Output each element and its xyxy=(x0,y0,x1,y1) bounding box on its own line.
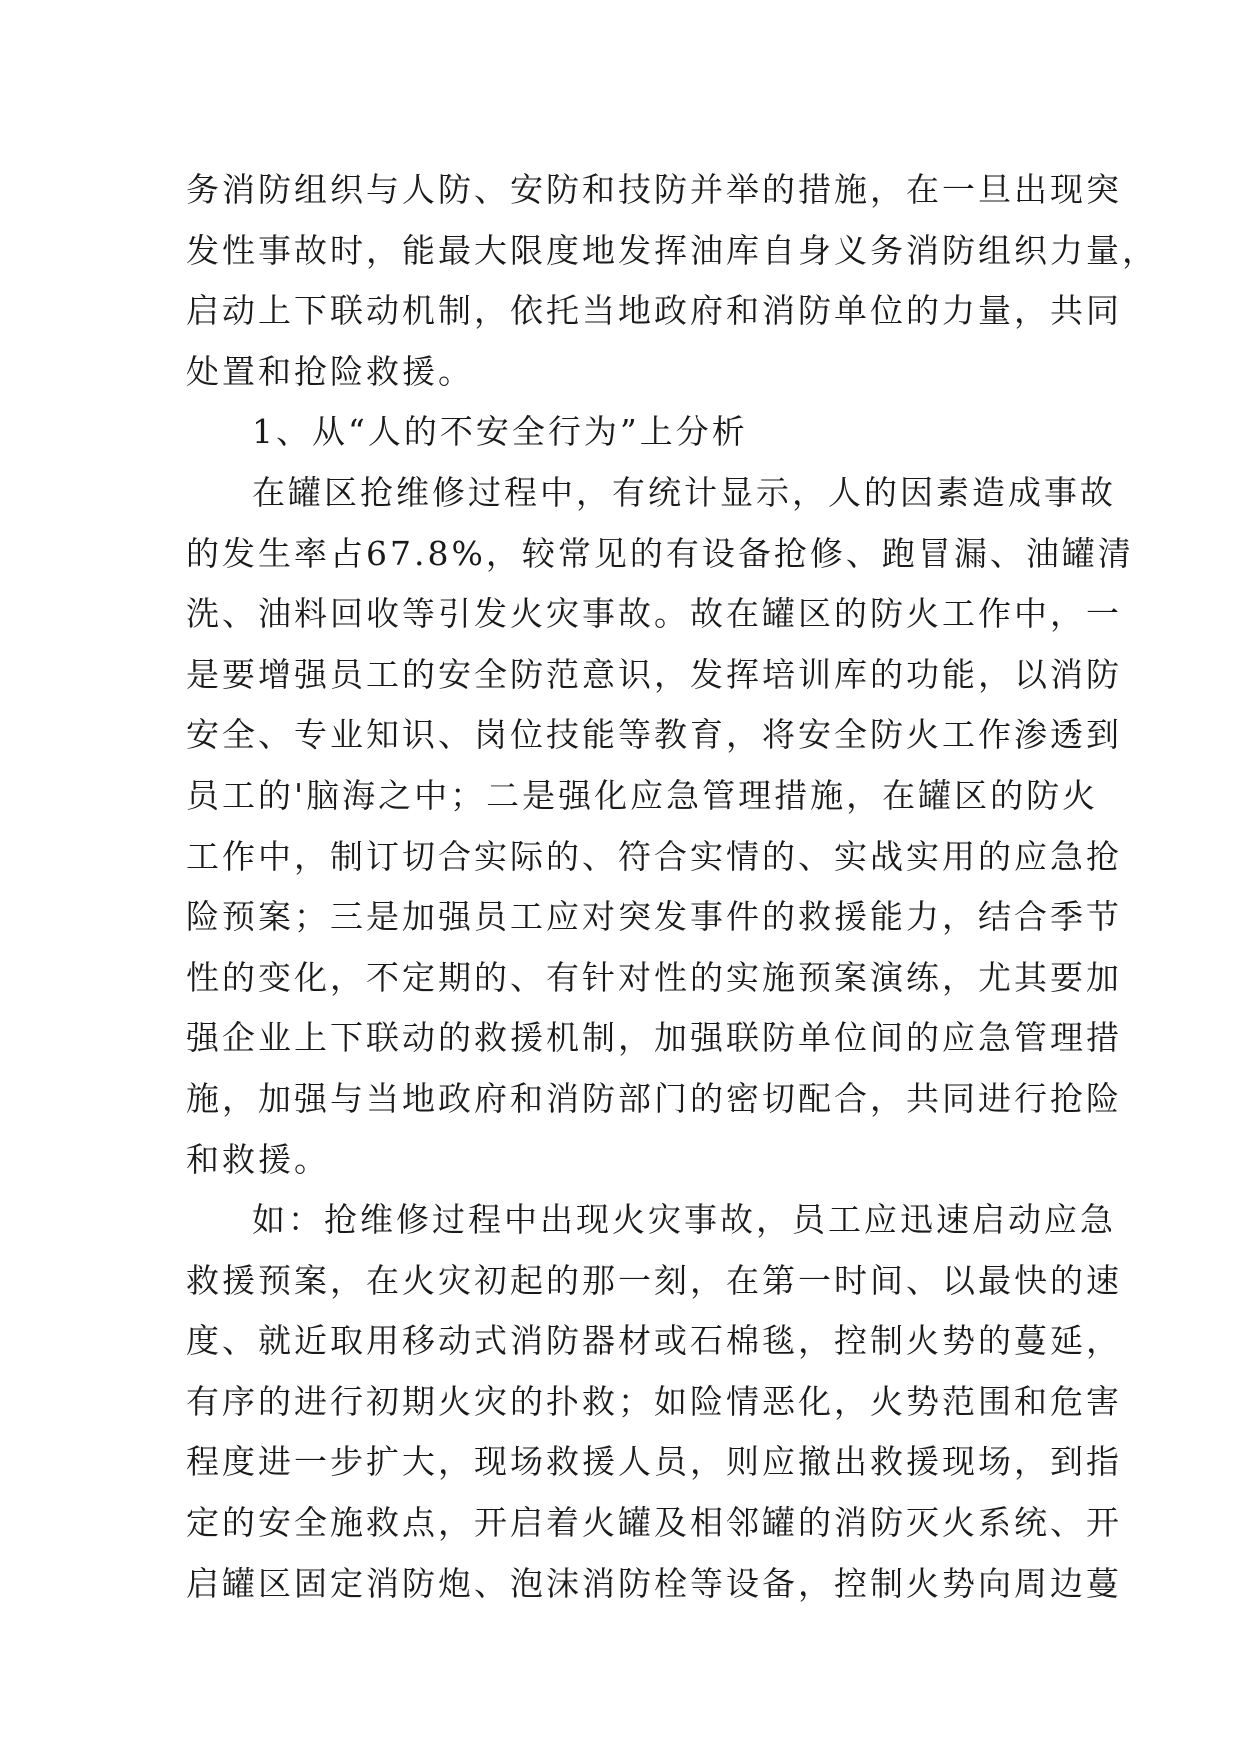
text-line: 务消防组织与人防、安防和技防并举的措施，在一旦出现突 xyxy=(186,170,1122,209)
text-line: 启罐区固定消防炮、泡沫消防栓等设备，控制火势向周边蔓 xyxy=(186,1563,1122,1603)
text-line: 程度进一步扩大，现场救援人员，则应撤出救援现场，到指 xyxy=(186,1442,1122,1482)
text-line: 施，加强与当地政府和消防部门的密切配合，共同进行抢险 xyxy=(186,1078,1122,1118)
text-line: 工作中，制订切合实际的、符合实情的、实战实用的应急抢 xyxy=(186,836,1122,876)
text-line: 如：抢维修过程中出现火灾事故，员工应迅速启动应急 xyxy=(252,1200,1116,1240)
document-body xyxy=(186,160,1158,1614)
text-line: 救援预案，在火灾初起的那一刻，在第一时间、以最快的速 xyxy=(186,1260,1122,1300)
text-line: 启动上下联动机制，依托当地政府和消防单位的力量，共同 xyxy=(186,291,1122,331)
text-line: 发性事故时，能最大限度地发挥油库自身义务消防组织力量， xyxy=(186,230,1158,270)
text-line: 定的安全施救点，开启着火罐及相邻罐的消防灭火系统、开 xyxy=(186,1503,1122,1543)
text-line: 在罐区抢维修过程中，有统计显示，人的因素造成事故 xyxy=(252,472,1116,512)
text-line: 员工的'脑海之中；二是强化应急管理措施，在罐区的防火 xyxy=(186,775,1099,815)
text-line: 的发生率占67.8%，较常见的有设备抢修、跑冒漏、油罐清 xyxy=(186,533,1134,573)
text-line: 有序的进行初期火灾的扑救；如险情恶化，火势范围和危害 xyxy=(186,1381,1122,1421)
text-line: 洗、油料回收等引发火灾事故。故在罐区的防火工作中，一 xyxy=(186,594,1122,634)
section-heading: 1、从“人的不安全行为”上分析 xyxy=(252,412,748,452)
text-line: 安全、专业知识、岗位技能等教育，将安全防火工作渗透到 xyxy=(186,715,1122,755)
text-line: 险预案；三是加强员工应对突发事件的救援能力，结合季节 xyxy=(186,897,1122,937)
text-line: 度、就近取用移动式消防器材或石棉毯，控制火势的蔓延， xyxy=(186,1321,1122,1361)
text-line: 处置和抢险救援。 xyxy=(186,351,474,391)
text-line: 是要增强员工的安全防范意识，发挥培训库的功能，以消防 xyxy=(186,654,1122,694)
text-line: 强企业上下联动的救援机制，加强联防单位间的应急管理措 xyxy=(186,1018,1122,1058)
text-line: 和救援。 xyxy=(186,1139,330,1179)
text-line: 性的变化，不定期的、有针对性的实施预案演练，尤其要加 xyxy=(186,957,1122,997)
